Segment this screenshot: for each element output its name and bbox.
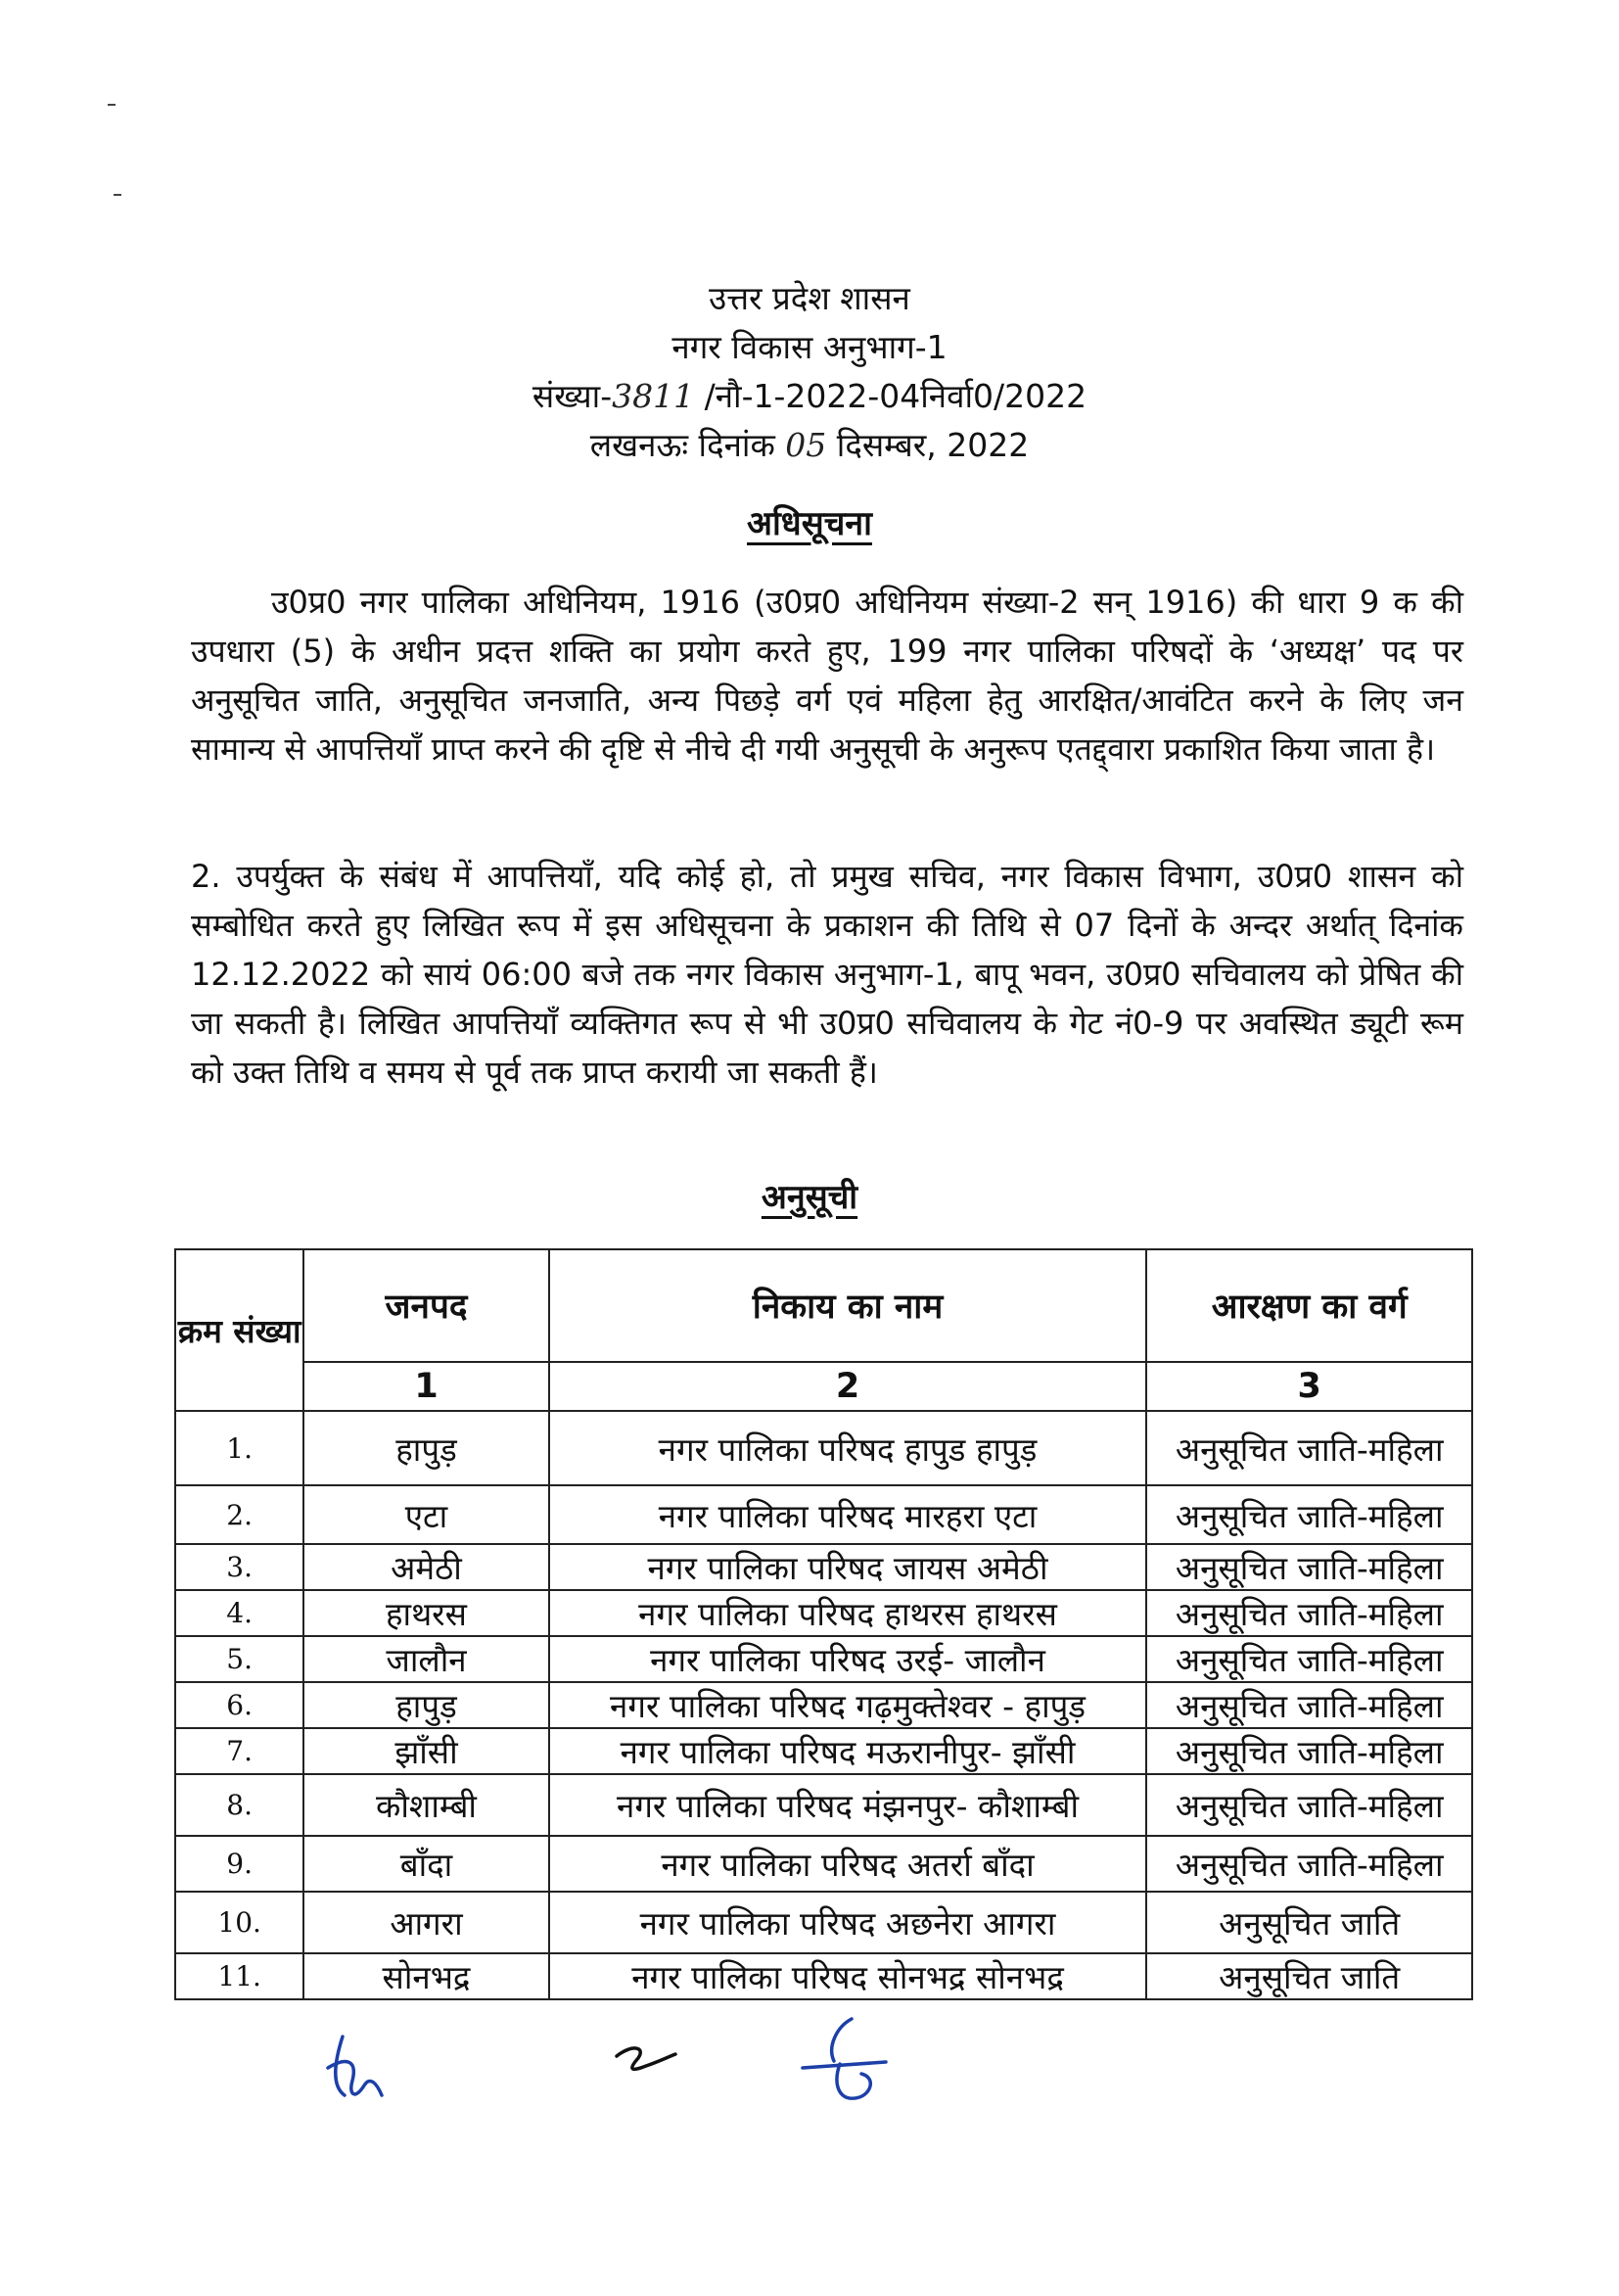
cell-serial: 1. (175, 1411, 303, 1485)
table-row (175, 1682, 1472, 1728)
section-name: नगर विकास अनुभाग-1 (671, 328, 948, 366)
cell-reservation: अनुसूचित जाति-महिला (1146, 1774, 1472, 1836)
header-serial: क्रम संख्या (175, 1249, 303, 1411)
column-number: 2 (549, 1362, 1147, 1411)
cell-body-name: नगर पालिका परिषद अतर्रा बाँदा (549, 1836, 1147, 1892)
cell-body-name: नगर पालिका परिषद मऊरानीपुर- झाँसी (549, 1728, 1147, 1774)
cell-reservation: अनुसूचित जाति-महिला (1146, 1836, 1472, 1892)
cell-body-name: नगर पालिका परिषद सोनभद्र सोनभद्र (549, 1953, 1147, 1999)
cell-district: हाथरस (303, 1590, 548, 1636)
cell-body-name: नगर पालिका परिषद उरई- जालौन (549, 1636, 1147, 1682)
cell-serial: 6. (175, 1682, 303, 1728)
place-date: लखनऊः दिनांक 05 दिसम्बर, 2022 (589, 426, 1030, 464)
cell-reservation: अनुसूचित जाति-महिला (1146, 1544, 1472, 1590)
paragraph-2: 2. उपर्युक्त के संबंध में आपत्तियाँ, यदि कोई हो, तो प्रमुख सचिव, नगर विकास विभाग, उ0प्र0 शासन को सम्बोधित करते हुए लिखित रूप में इस अधिसूचना के प्रकाशन की तिथि से 07 दिनों के अन्दर अर्थात् दिनांक 12.12.2022 को सायं 06:00 बजे तक नगर विकास अनुभाग-1, बापू भवन, उ0प्र0 सचिवालय को प्रेषित की जा सकती है। लिखित आपत्तियाँ व्यक्तिगत रूप से भी उ0प्र0 सचिवालय के गेट नं0-9 पर अवस्थित ड्यूटी रूम को उक्त तिथि व समय से पूर्व तक प्राप्त करायी जा सकती हैं। (191, 858, 1463, 1091)
cell-body-name: नगर पालिका परिषद मारहरा एटा (549, 1485, 1147, 1544)
cell-body-name: नगर पालिका परिषद गढ़मुक्तेश्वर - हापुड़ (549, 1682, 1147, 1728)
cell-serial: 10. (175, 1892, 303, 1953)
cell-district: बाँदा (303, 1836, 548, 1892)
cell-body-name: नगर पालिका परिषद हाथरस हाथरस (549, 1590, 1147, 1636)
cell-district: कौशाम्बी (303, 1774, 548, 1836)
cell-district: जालौन (303, 1636, 548, 1682)
schedule-title: अनुसूची (761, 1178, 858, 1217)
schedule-table (174, 1248, 1473, 2000)
notification-title: अधिसूचना (747, 504, 872, 543)
cell-reservation: अनुसूचित जाति (1146, 1892, 1472, 1953)
table-row (175, 1774, 1472, 1836)
cell-reservation: अनुसूचित जाति-महिला (1146, 1411, 1472, 1485)
cell-serial: 9. (175, 1836, 303, 1892)
column-number: 3 (1146, 1362, 1472, 1411)
paragraph-1: उ0प्र0 नगर पालिका अधिनियम, 1916 (उ0प्र0 अधिनियम संख्या-2 सन् 1916) की धारा 9 क की उपधारा (5) के अधीन प्रदत्त शक्ति का प्रयोग करते हुए, 199 नगर पालिका परिषदों के ‘अध्यक्ष’ पद पर अनुसूचित जाति, अनुसूचित जनजाति, अन्य पिछड़े वर्ग एवं महिला हेतु आरक्षित/आवंटित करने के लिए जन सामान्य से आपत्तियाँ प्राप्त करने की दृष्टि से नीचे दी गयी अनुसूची के अनुरूप एतद्द्वारा प्रकाशित किया जाता है। (191, 584, 1463, 768)
cell-serial: 8. (175, 1774, 303, 1836)
table-row (175, 1728, 1472, 1774)
signature-initial-1 (328, 2037, 382, 2095)
header-district: जनपद (303, 1249, 548, 1362)
cell-reservation: अनुसूचित जाति-महिला (1146, 1485, 1472, 1544)
margin-mark (114, 194, 121, 196)
header-body-name: निकाय का नाम (549, 1249, 1147, 1362)
cell-reservation: अनुसूचित जाति-महिला (1146, 1682, 1472, 1728)
govt-name: उत्तर प्रदेश शासन (709, 279, 910, 317)
cell-district: झाँसी (303, 1728, 548, 1774)
margin-mark (108, 104, 116, 106)
document-header (0, 274, 1619, 470)
table-row (175, 1590, 1472, 1636)
table-row (175, 1636, 1472, 1682)
cell-body-name: नगर पालिका परिषद अछनेरा आगरा (549, 1892, 1147, 1953)
cell-district: एटा (303, 1485, 548, 1544)
cell-district: आगरा (303, 1892, 548, 1953)
cell-serial: 11. (175, 1953, 303, 1999)
handwritten-date: 05 (785, 426, 827, 464)
table-row (175, 1836, 1472, 1892)
reference-number: संख्या-3811 /नौ-1-2022-04निर्वा0/2022 (532, 377, 1087, 415)
table-row (175, 1485, 1472, 1544)
cell-serial: 5. (175, 1636, 303, 1682)
cell-reservation: अनुसूचित जाति (1146, 1953, 1472, 1999)
cell-serial: 2. (175, 1485, 303, 1544)
signature-initial-2 (617, 2048, 675, 2069)
cell-district: हापुड़ (303, 1411, 548, 1485)
signature-initial-3 (803, 2019, 886, 2098)
table-row (175, 1953, 1472, 1999)
cell-body-name: नगर पालिका परिषद मंझनपुर- कौशाम्बी (549, 1774, 1147, 1836)
cell-body-name: नगर पालिका परिषद जायस अमेठी (549, 1544, 1147, 1590)
cell-body-name: नगर पालिका परिषद हापुड हापुड़ (549, 1411, 1147, 1485)
header-reservation: आरक्षण का वर्ग (1146, 1249, 1472, 1362)
signature-marks (0, 2007, 1619, 2125)
table-row (175, 1544, 1472, 1590)
cell-reservation: अनुसूचित जाति-महिला (1146, 1636, 1472, 1682)
cell-reservation: अनुसूचित जाति-महिला (1146, 1590, 1472, 1636)
table-row (175, 1411, 1472, 1485)
cell-district: हापुड़ (303, 1682, 548, 1728)
cell-district: सोनभद्र (303, 1953, 548, 1999)
cell-serial: 7. (175, 1728, 303, 1774)
cell-district: अमेठी (303, 1544, 548, 1590)
cell-serial: 3. (175, 1544, 303, 1590)
column-number: 1 (303, 1362, 548, 1411)
cell-serial: 4. (175, 1590, 303, 1636)
table-row (175, 1892, 1472, 1953)
cell-reservation: अनुसूचित जाति-महिला (1146, 1728, 1472, 1774)
handwritten-number: 3811 (612, 377, 695, 415)
